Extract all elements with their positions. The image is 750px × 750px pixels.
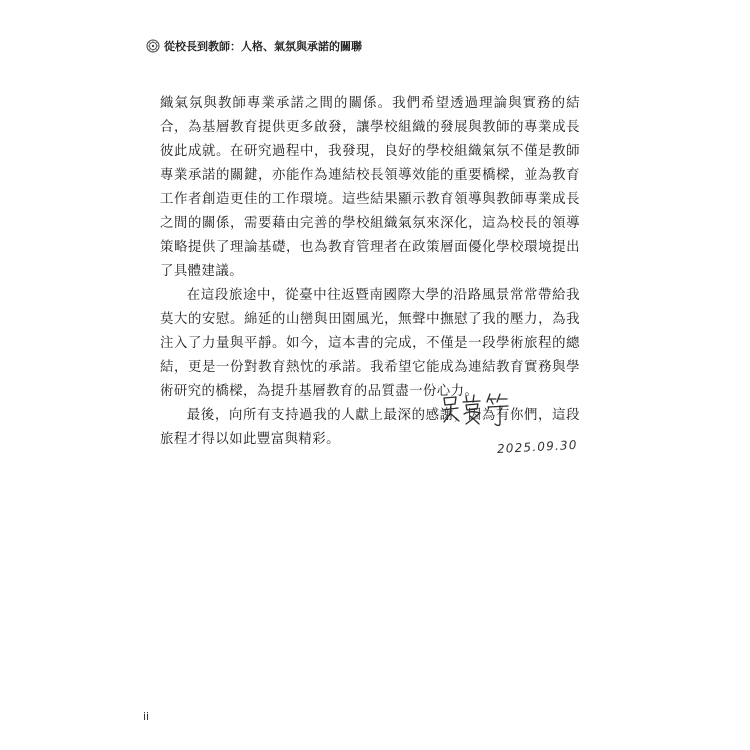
paragraph: 織氣氛與教師專業承諾之間的關係。我們希望透過理論與實務的結合，為基層教育提供更多啟發，讓學校組織的發展與教師的專業成長彼此成就。在研究過程中，我發現，良好的學校組織氣氛不僅是教師專業承諾的關鍵，亦能作為連結校長領導效能的重要橋樑，並為教育工作者創造更佳的工作環境。這些結果顯示教育領導與教師專業成長之間的關係，需要藉由完善的學校組織氣氛來深化，這為校長的領導策略提供了理論基礎，也為教育管理者在政策層面優化學校環境提出了具體建議。 <box>160 96 580 279</box>
page-number: ii <box>143 710 150 723</box>
paragraph: 最後，向所有支持過我的人獻上最深的感謝，因為有你們，這段旅程才得以如此豐富與精彩。 <box>160 408 580 447</box>
paragraph: 在這段旅途中，從臺中往返暨南國際大學的沿路風景常常帶給我莫大的安慰。綿延的山巒與田園風光，無聲中撫慰了我的壓力，為我注入了力量與平靜。如今，這本書的完成，不僅是一段學術旅程的總結，更是一份對教育熱忱的承諾。我希望它能成為連結教育實務與學術研究的橋樑，為提升基層教育的品質盡一份心力。 <box>160 288 580 399</box>
handwritten-signature <box>440 390 550 430</box>
ornamental-circle-icon <box>146 39 160 53</box>
running-header-title: 從校長到教師：人格、氣氛與承諾的關聯 <box>164 40 362 53</box>
running-header <box>146 38 362 54</box>
signature-date: 2025.09.30 <box>496 437 578 456</box>
